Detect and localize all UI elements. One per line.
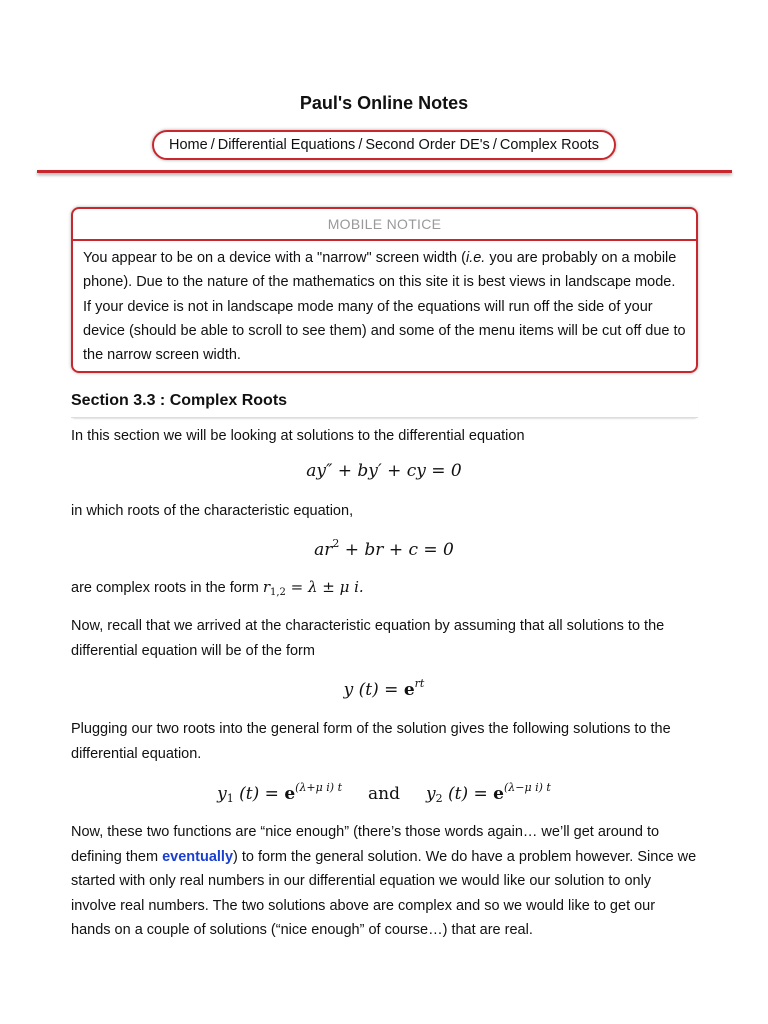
breadcrumb xyxy=(152,130,616,160)
breadcrumb-complex-roots[interactable]: Complex Roots xyxy=(499,137,599,153)
header-divider xyxy=(37,170,732,173)
paragraph-recall: Now, recall that we arrived at the characteristic equation by assuming that all solutions to the differential equation will be of the form xyxy=(71,618,665,659)
equation-differential: ay″ + by′ + cy = 0 xyxy=(306,461,462,481)
paragraph-characteristic: in which roots of the characteristic equation, xyxy=(71,503,354,519)
paragraph-nice-enough: Now, these two functions are “nice enough” (there’s those words again… we’ll get around to defining them eventually) to form the general solution. We do have a problem however. Since we started with only real numbers in our differential equation we would like our solution to only involve real numbers. The two solutions above are complex and so we would like to get our hands on a couple of solutions (“nice enough” of course…) that are real. xyxy=(71,824,697,938)
equation-two-solutions: $y_1$ $(t) = e^{(\lambda+\mu i) t}$ and $y_2$ $(t) = e^{(\lambda-\mu i) t}$ xyxy=(217,781,551,805)
breadcrumb-separator: / xyxy=(210,137,215,153)
section-heading: Section 3.3 : Complex Roots xyxy=(71,392,698,418)
breadcrumb-separator: / xyxy=(492,137,497,153)
mobile-notice-title: MOBILE NOTICE xyxy=(73,209,696,241)
mobile-notice-body: You appear to be on a device with a "narrow" screen width (i.e. you are probably on a mobile phone). Due to the nature of the mathematics on this site it is best views in landscape mode. If your device is not in landscape mode many of the equations will run off the side of your device (should be able to scroll to see them) and some of the menu items will be cut off due to the narrow screen width. xyxy=(83,250,686,364)
site-title[interactable]: Paul's Online Notes xyxy=(299,93,469,113)
paragraph-complex-form: are complex roots in the form $r_{1,2} = \lambda \pm \mu$ i. xyxy=(71,578,364,598)
mobile-notice xyxy=(71,207,698,373)
equation-solution-form: y $(t) = e^{rt}$ xyxy=(343,677,425,700)
equation-characteristic: $ar^2$ + br + c = 0 xyxy=(314,537,454,560)
breadcrumb-home[interactable]: Home xyxy=(169,137,208,153)
paragraph-plugging: Plugging our two roots into the general form of the solution gives the following solutions to the differential equation. xyxy=(71,721,671,762)
breadcrumb-second-order-des[interactable]: Second Order DE's xyxy=(365,137,490,153)
paragraph-intro: In this section we will be looking at solutions to the differential equation xyxy=(71,428,525,444)
inline-math-roots: $r_{1,2} = \lambda \pm \mu$ i. xyxy=(262,578,364,598)
breadcrumb-separator: / xyxy=(358,137,363,153)
breadcrumb-differential-equations[interactable]: Differential Equations xyxy=(217,137,356,153)
notice-italic-ie: i.e. xyxy=(465,250,486,266)
eventually-link[interactable]: eventually xyxy=(162,848,234,865)
